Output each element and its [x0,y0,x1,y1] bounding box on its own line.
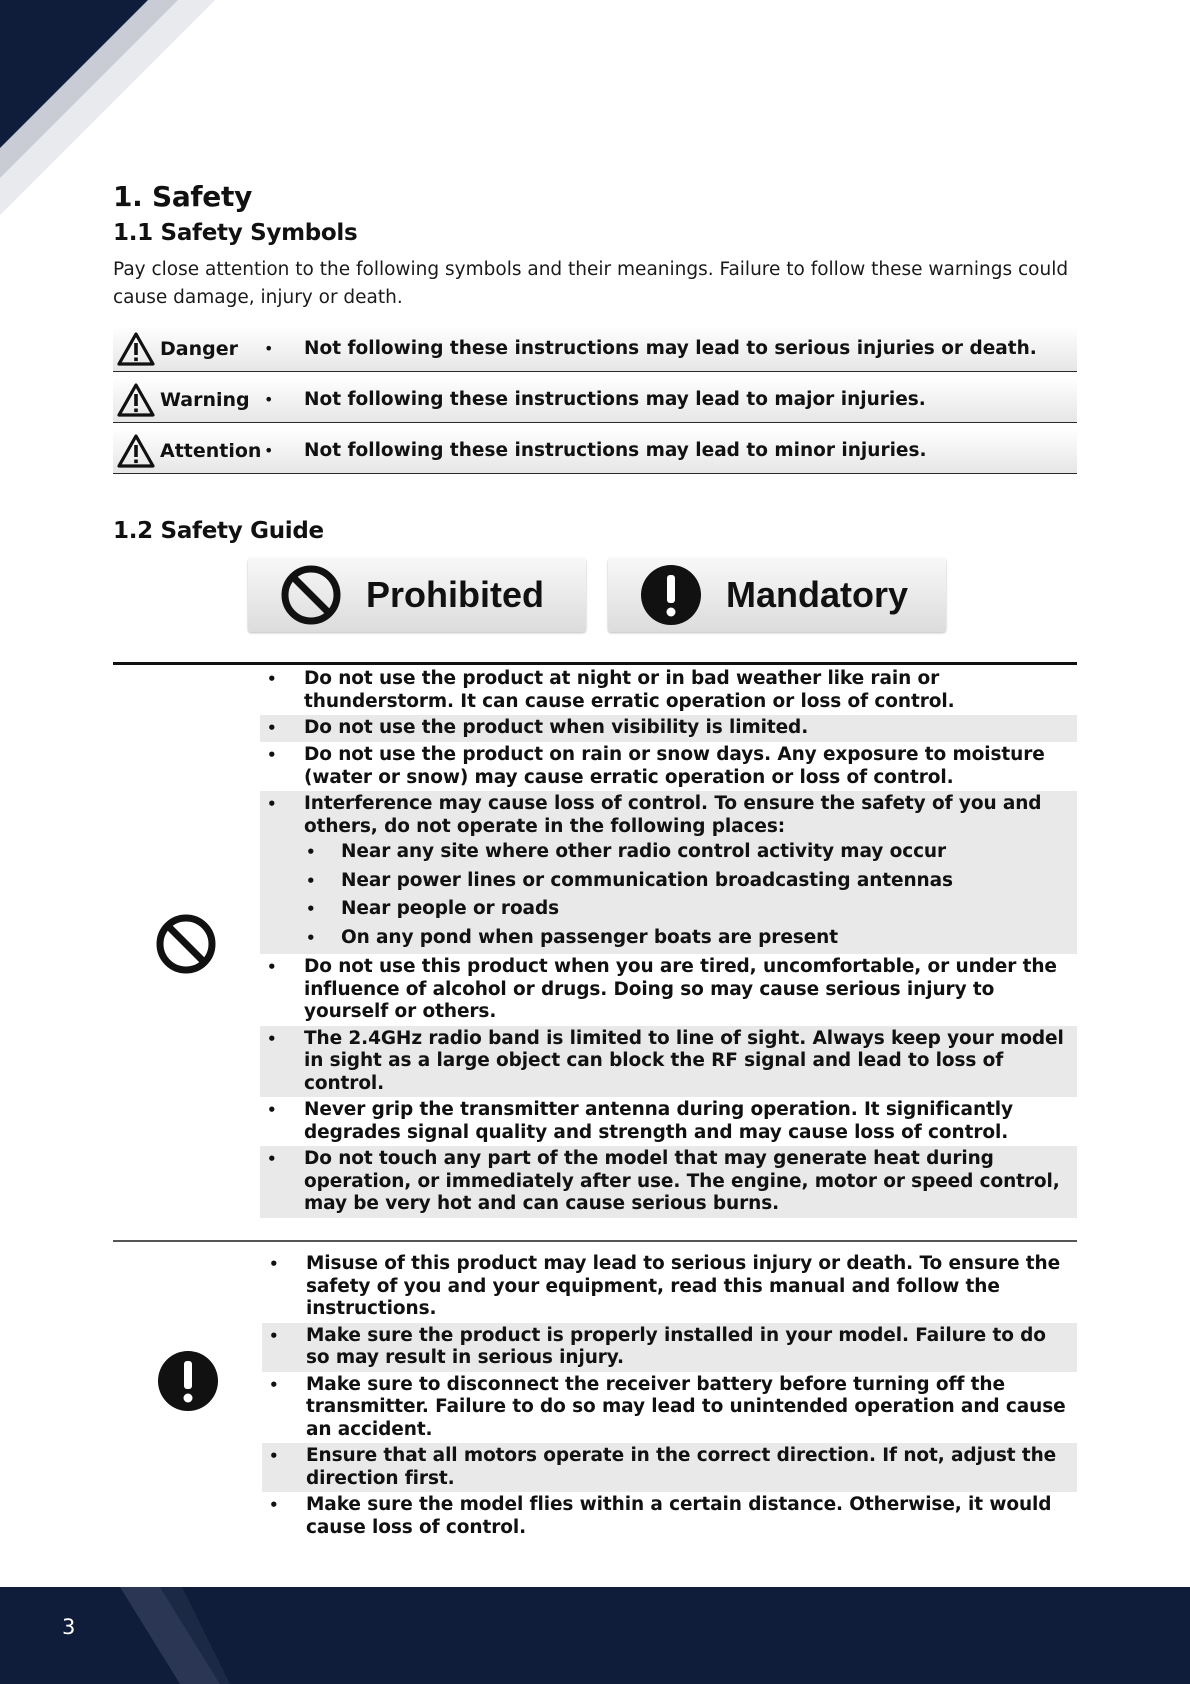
symbol-label: Attention [160,439,262,462]
bullet: • [267,795,277,813]
prohibited-icon [280,564,342,626]
intro-paragraph: Pay close attention to the following symbols and their meanings. Failure to follow these warnings could cause damage, injury or death. [113,259,1069,308]
symbol-meaning: Not following these instructions may lead to major injuries. [304,389,926,410]
bullet: • [267,1150,277,1168]
symbol-row-warning [113,377,1077,423]
list-item-text: Do not touch any part of the model that may generate heat during operation, or immediately after use. The engine, motor or speed control, may be very hot and can cause serious burns. [304,1148,1060,1214]
divider [113,662,1077,665]
list-item-text: Never grip the transmitter antenna during operation. It significantly degrades signal quality and strength and may cause loss of control. [304,1099,1013,1143]
list-item [260,1026,1077,1098]
page-number: 3 [62,1615,76,1639]
list-item [260,742,1077,791]
bullet: • [264,390,274,409]
list-item-text: Do not use the product on rain or snow days. Any exposure to moisture (water or snow) may cause erratic operation or loss of control. [304,744,1045,788]
list-item [262,1372,1077,1444]
bullet: • [267,958,277,976]
symbol-meaning: Not following these instructions may lead to minor injuries. [304,440,927,461]
list-item-text: Interference may cause loss of control. To ensure the safety of you and others, do not operate in the following places: [304,793,1042,837]
bullet: • [264,441,274,460]
sub-list-item-text: On any pond when passenger boats are present [341,926,838,948]
list-item [262,1323,1077,1372]
list-item-text: Make sure the product is properly installed in your model. Failure to do so may result in serious injury. [306,1324,1046,1368]
list-item-text: Make sure to disconnect the receiver battery before turning off the transmitter. Failure to do so may lead to unintended operation and cause an accident. [306,1373,1066,1440]
list-item [262,1492,1077,1541]
sub-list-item [304,924,1073,953]
list-item [262,1251,1077,1323]
list-item-text: Make sure the model flies within a certain distance. Otherwise, it would cause loss of control. [306,1494,1052,1538]
section-title-symbols: 1.1 Safety Symbols [113,220,358,246]
bullet: • [269,1375,279,1394]
prohibited-label: Prohibited [366,574,544,615]
list-item-text: The 2.4GHz radio band is limited to line of sight. Always keep your model in sight as a large object can block the RF signal and lead to loss of control. [304,1027,1064,1094]
sub-list-item-text: Near power lines or communication broadcasting antennas [341,869,953,891]
mandatory-list [262,1251,1077,1541]
prohibited-badge [248,558,586,632]
prohibited-icon [155,913,217,975]
warning-triangle-icon [116,382,156,418]
divider [113,1240,1077,1242]
list-item-text: Do not use the product at night or in bad weather like rain or thunderstorm. It can cause erratic operation or loss of control. [304,668,955,712]
warning-triangle-icon [116,433,156,469]
list-item-text: Ensure that all motors operate in the correct direction. If not, adjust the direction first. [306,1445,1057,1489]
list-item-text: Do not use this product when you are tired, uncomfortable, or under the influence of alcohol or drugs. Doing so may cause serious injury to yourself or others. [304,956,1057,1022]
list-item [260,715,1077,742]
sub-list-item [304,838,1073,867]
bullet: • [306,928,316,947]
symbol-meaning: Not following these instructions may lead to serious injuries or death. [304,338,1037,359]
bullet: • [267,1101,277,1119]
bullet: • [267,746,277,764]
sub-list-item-text: Near people or roads [341,898,559,919]
mandatory-icon [157,1350,219,1412]
list-item [260,954,1077,1026]
page-title: 1. Safety [113,180,253,213]
bullet: • [267,719,277,737]
list-item-text: Do not use the product when visibility is limited. [304,717,809,738]
list-item [260,791,1077,954]
bullet: • [306,900,316,918]
bullet: • [306,843,316,861]
bullet: • [264,339,274,358]
mandatory-label: Mandatory [726,574,909,615]
sub-list-item-text: Near any site where other radio control activity may occur [341,841,947,862]
safety-symbols-table [113,326,1077,479]
mandatory-badge [608,558,946,632]
symbol-label: Warning [160,388,250,411]
symbol-row-danger [113,326,1077,372]
mandatory-icon [640,564,702,626]
bullet: • [269,1447,279,1465]
sub-list-item [304,895,1073,924]
list-item-text: Misuse of this product may lead to serious injury or death. To ensure the safety of you and your equipment, read this manual and follow the instructions. [306,1253,1061,1319]
list-item [260,1097,1077,1146]
sub-list-item [304,867,1073,896]
bullet: • [269,1326,279,1345]
prohibited-list [260,666,1077,1218]
bullet: • [269,1255,279,1273]
warning-triangle-icon [116,331,156,367]
list-item [262,1443,1077,1492]
section-title-guide: 1.2 Safety Guide [113,518,324,544]
footer-bar [0,1587,1190,1684]
list-item [260,1146,1077,1218]
footer-decoration [120,1587,230,1684]
symbol-row-attention [113,428,1077,474]
symbol-label: Danger [160,337,238,360]
bullet: • [267,1029,277,1048]
bullet: • [267,670,277,688]
bullet: • [306,871,316,890]
list-item [260,666,1077,715]
bullet: • [269,1496,279,1514]
